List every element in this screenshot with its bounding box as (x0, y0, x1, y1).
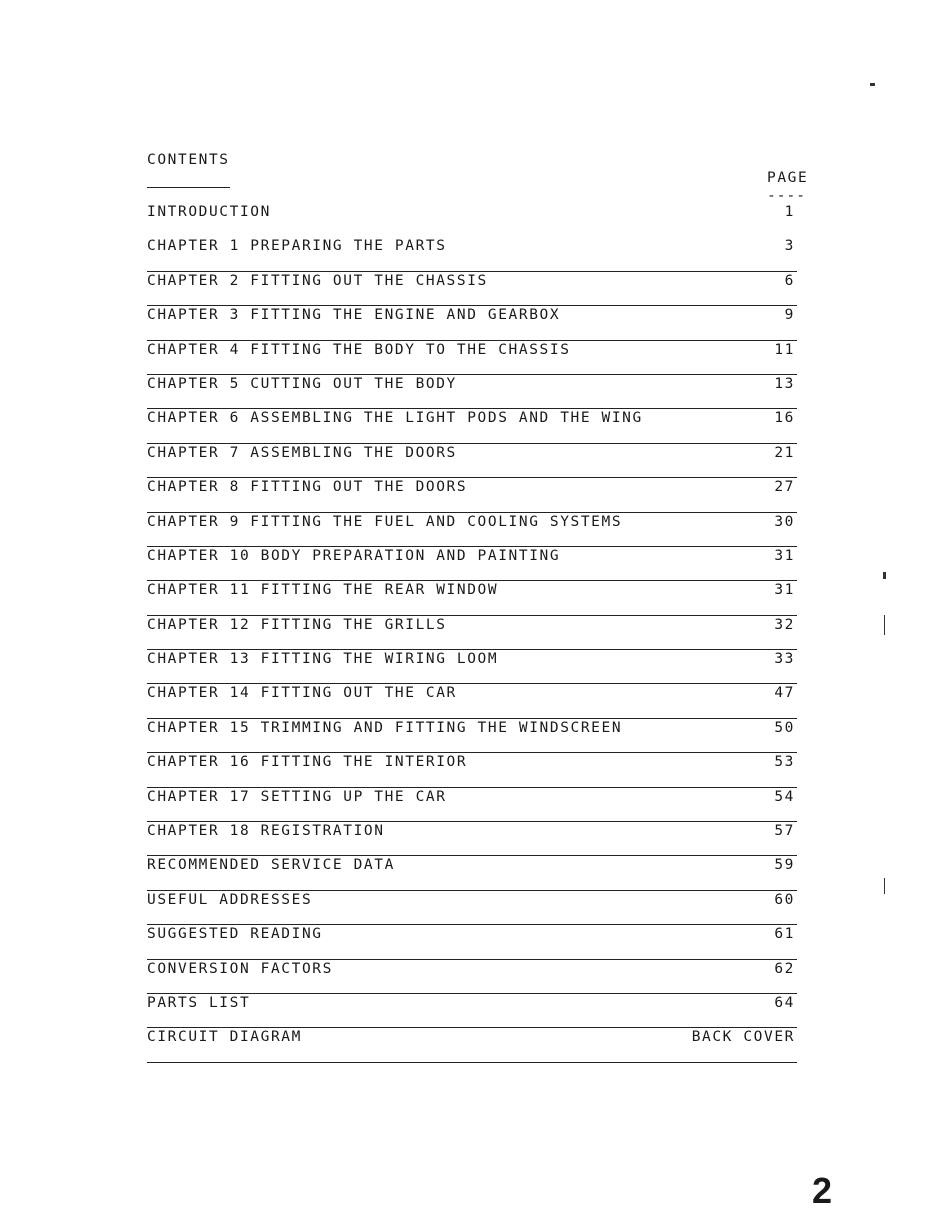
toc-row (147, 788, 797, 822)
toc-entry-page: 6 (784, 272, 795, 289)
toc-entry-page: 57 (774, 823, 795, 840)
scan-speck (884, 878, 885, 894)
toc-entry-title: PARTS LIST (147, 994, 251, 1011)
toc-row (147, 203, 797, 237)
toc-entry-title: CHAPTER 2 FITTING OUT THE CHASSIS (147, 272, 488, 289)
toc-row (147, 684, 797, 718)
toc-row (147, 616, 797, 650)
toc-entry-page: 11 (774, 341, 795, 358)
toc-row (147, 822, 797, 856)
toc-row (147, 478, 797, 512)
toc-row (147, 237, 797, 271)
toc-entry-title: CHAPTER 17 SETTING UP THE CAR (147, 788, 447, 805)
toc-entry-page: 54 (774, 788, 795, 805)
toc-entry-page: 21 (774, 444, 795, 461)
toc-entry-page: BACK COVER (691, 1029, 795, 1046)
toc-entry-title: SUGGESTED READING (147, 926, 323, 943)
toc-row (147, 719, 797, 753)
toc-entry-page: 9 (784, 307, 795, 324)
toc-row (147, 856, 797, 890)
table-of-contents (147, 203, 797, 1063)
toc-entry-page: 31 (774, 582, 795, 599)
toc-row (147, 994, 797, 1028)
toc-entry-page: 33 (774, 651, 795, 668)
toc-entry-page: 3 (784, 238, 795, 255)
toc-entry-page: 62 (774, 960, 795, 977)
toc-row (147, 581, 797, 615)
toc-entry-page: 60 (774, 891, 795, 908)
toc-entry-page: 53 (774, 754, 795, 771)
toc-row (147, 375, 797, 409)
toc-row (147, 753, 797, 787)
contents-underline (147, 187, 230, 188)
toc-entry-page: 31 (774, 547, 795, 564)
toc-entry-title: CIRCUIT DIAGRAM (147, 1029, 302, 1046)
scan-speck (883, 572, 886, 579)
toc-entry-title: CHAPTER 18 REGISTRATION (147, 823, 385, 840)
toc-entry-page: 64 (774, 994, 795, 1011)
toc-entry-title: CONVERSION FACTORS (147, 960, 333, 977)
toc-row (147, 306, 797, 340)
toc-entry-title: CHAPTER 3 FITTING THE ENGINE AND GEARBOX (147, 307, 561, 324)
toc-entry-page: 30 (774, 513, 795, 530)
toc-entry-title: CHAPTER 7 ASSEMBLING THE DOORS (147, 444, 457, 461)
toc-entry-title: CHAPTER 15 TRIMMING AND FITTING THE WINDSCREEN (147, 719, 623, 736)
toc-row (147, 650, 797, 684)
toc-entry-title: INTRODUCTION (147, 204, 271, 220)
toc-entry-title: CHAPTER 4 FITTING THE BODY TO THE CHASSIS (147, 341, 571, 358)
toc-row (147, 513, 797, 547)
toc-entry-title: CHAPTER 10 BODY PREPARATION AND PAINTING (147, 547, 561, 564)
toc-entry-page: 61 (774, 926, 795, 943)
toc-entry-title: CHAPTER 13 FITTING THE WIRING LOOM (147, 651, 499, 668)
toc-entry-title: CHAPTER 14 FITTING OUT THE CAR (147, 685, 457, 702)
toc-row (147, 341, 797, 375)
toc-row (147, 925, 797, 959)
toc-row (147, 444, 797, 478)
toc-entry-title: CHAPTER 11 FITTING THE REAR WINDOW (147, 582, 499, 599)
page-column-header: PAGE (767, 170, 809, 186)
toc-entry-page: 13 (774, 375, 795, 392)
toc-entry-title: CHAPTER 12 FITTING THE GRILLS (147, 616, 447, 633)
toc-entry-page: 1 (784, 204, 795, 220)
scan-speck (884, 615, 885, 635)
page-number: 2 (812, 1170, 833, 1211)
toc-entry-page: 32 (774, 616, 795, 633)
page-column-dashes: ---- (767, 188, 806, 204)
toc-entry-title: CHAPTER 6 ASSEMBLING THE LIGHT PODS AND THE WING (147, 410, 643, 427)
toc-entry-page: 59 (774, 857, 795, 874)
toc-entry-title: USEFUL ADDRESSES (147, 891, 313, 908)
toc-entry-title: CHAPTER 5 CUTTING OUT THE BODY (147, 375, 457, 392)
toc-entry-title: RECOMMENDED SERVICE DATA (147, 857, 395, 874)
toc-entry-title: CHAPTER 9 FITTING THE FUEL AND COOLING SYSTEMS (147, 513, 623, 530)
toc-entry-title: CHAPTER 16 FITTING THE INTERIOR (147, 754, 468, 771)
toc-entry-page: 50 (774, 719, 795, 736)
contents-heading: CONTENTS (147, 152, 230, 168)
toc-row (147, 960, 797, 994)
toc-row (147, 1028, 797, 1062)
toc-entry-title: CHAPTER 8 FITTING OUT THE DOORS (147, 479, 468, 496)
toc-row (147, 547, 797, 581)
toc-entry-page: 47 (774, 685, 795, 702)
toc-entry-page: 16 (774, 410, 795, 427)
toc-row (147, 891, 797, 925)
scan-speck (870, 83, 875, 86)
toc-entry-page: 27 (774, 479, 795, 496)
toc-row (147, 409, 797, 443)
toc-entry-title: CHAPTER 1 PREPARING THE PARTS (147, 238, 447, 255)
toc-row (147, 272, 797, 306)
